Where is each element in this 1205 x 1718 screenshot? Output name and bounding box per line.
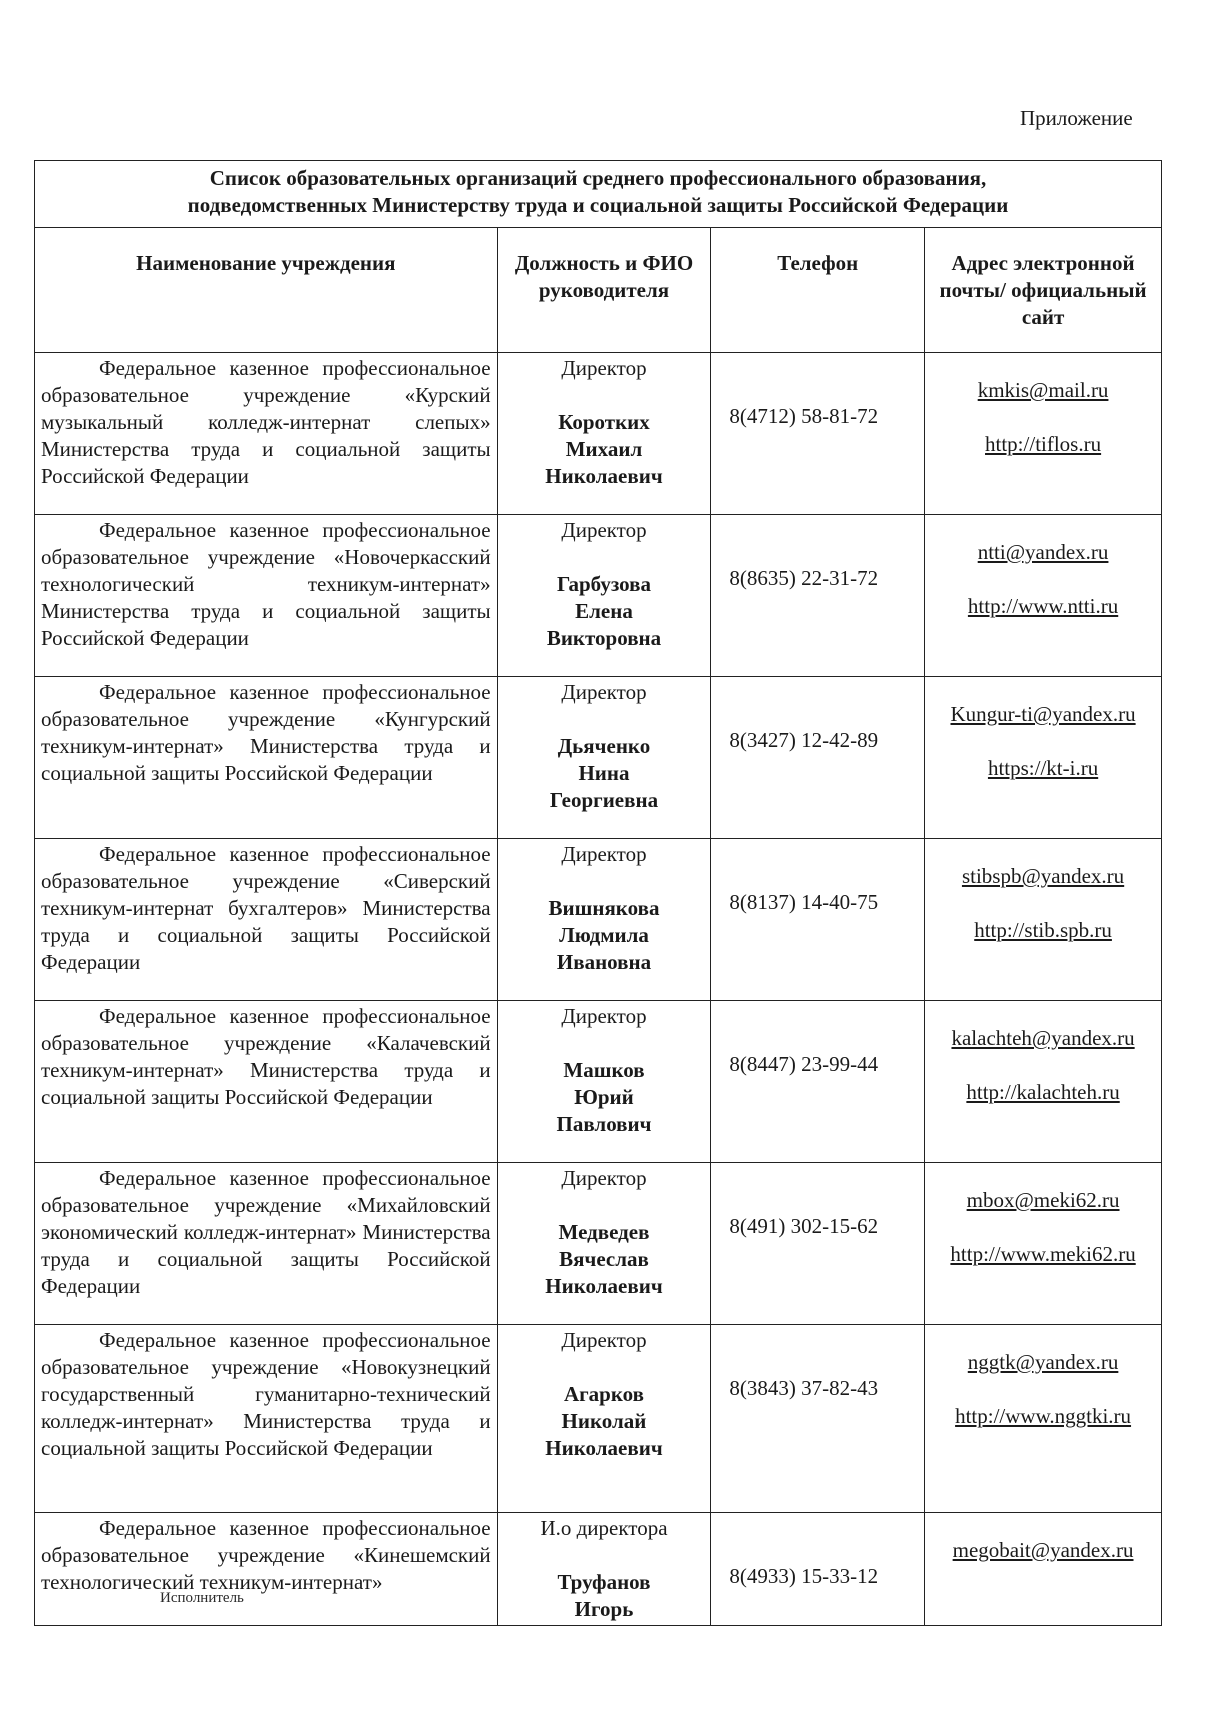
table-row: [35, 1163, 1162, 1325]
head-name-part: Агарков: [563, 1382, 644, 1406]
table-row: [35, 839, 1162, 1001]
head-position: Директор: [561, 1004, 647, 1028]
head-cell: [497, 1001, 711, 1163]
table-row: [35, 515, 1162, 677]
head-name-part: Николаевич: [545, 464, 663, 488]
head-name-part: Машков: [563, 1058, 645, 1082]
head-full-name: [504, 1569, 705, 1623]
head-position: Директор: [561, 1166, 647, 1190]
table-row: [35, 1513, 1162, 1626]
header-row: [35, 228, 1162, 353]
institution-name: [35, 839, 498, 1001]
head-name-part: Медведев: [558, 1220, 650, 1244]
head-name-part: Николаевич: [545, 1274, 663, 1298]
contact-cell: [925, 1513, 1162, 1626]
institution-name-text: Федеральное казенное профессиональное образовательное учреждение «Курский музыкальный колледж-интернат слепых» Министерства труда и социальной защиты Российской Федерации: [41, 356, 491, 488]
website-link[interactable]: http://www.meki62.ru: [950, 1242, 1136, 1266]
table-row: [35, 353, 1162, 515]
contact-cell: [925, 677, 1162, 839]
institution-name: [35, 353, 498, 515]
head-name-part: Людмила: [559, 923, 649, 947]
institution-name-text: Федеральное казенное профессиональное образовательное учреждение «Михайловский экономический колледж-интернат» Министерства труда и социальной защиты Российской Федерации: [41, 1166, 491, 1298]
table-row: [35, 677, 1162, 839]
website-link[interactable]: http://tiflos.ru: [985, 432, 1102, 456]
head-name-part: Георгиевна: [549, 788, 659, 812]
table-row: [35, 1001, 1162, 1163]
head-full-name: [504, 571, 705, 652]
contact-cell: [925, 1001, 1162, 1163]
head-name-part: Михаил: [565, 437, 643, 461]
head-full-name: [504, 1057, 705, 1138]
organizations-table: [34, 160, 1162, 1626]
head-cell: [497, 1325, 711, 1513]
column-header-name: Наименование учреждения: [35, 228, 498, 353]
table-body: [35, 353, 1162, 1626]
head-full-name: [504, 733, 705, 814]
website-link[interactable]: http://kalachteh.ru: [966, 1080, 1120, 1104]
contact-cell: [925, 515, 1162, 677]
phone-number: 8(8447) 23-99-44: [711, 1001, 925, 1163]
website-link[interactable]: http://www.nggtki.ru: [955, 1404, 1132, 1428]
table-row: [35, 1325, 1162, 1513]
head-full-name: [504, 1219, 705, 1300]
column-header-phone: Телефон: [711, 228, 925, 353]
email-link[interactable]: stibspb@yandex.ru: [961, 864, 1125, 888]
email-link[interactable]: ntti@yandex.ru: [977, 540, 1109, 564]
institution-name-text: Федеральное казенное профессиональное образовательное учреждение «Сиверский техникум-интернат бухгалтеров» Министерства труда и социальной защиты Российской Федерации: [41, 842, 491, 974]
head-cell: [497, 1163, 711, 1325]
head-name-part: Гарбузова: [556, 572, 651, 596]
contact-cell: [925, 1325, 1162, 1513]
institution-name: [35, 1513, 498, 1626]
institution-name-text: Федеральное казенное профессиональное образовательное учреждение «Кунгурский техникум-интернат» Министерства труда и социальной защиты Российской Федерации: [41, 680, 491, 785]
head-cell: [497, 353, 711, 515]
head-position: И.о директора: [540, 1516, 668, 1540]
head-name-part: Николай: [561, 1409, 647, 1433]
executor-label: Исполнитель: [160, 1590, 244, 1606]
caption-line-2: подведомственных Министерству труда и социальной защиты Российской Федерации: [187, 193, 1009, 217]
email-link[interactable]: nggtk@yandex.ru: [967, 1350, 1119, 1374]
table-caption: [35, 161, 1162, 228]
phone-number: 8(491) 302-15-62: [711, 1163, 925, 1325]
head-name-part: Ивановна: [556, 950, 652, 974]
head-name-part: Павлович: [556, 1112, 652, 1136]
head-name-part: Вишнякова: [548, 896, 660, 920]
table-caption-row: [35, 161, 1162, 228]
website-link[interactable]: http://www.ntti.ru: [967, 594, 1119, 618]
head-cell: [497, 515, 711, 677]
organizations-table-container: [34, 160, 1162, 1626]
head-position: Директор: [561, 518, 647, 542]
head-name-part: Труфанов: [557, 1570, 651, 1594]
head-full-name: [504, 409, 705, 490]
head-name-part: Вячеслав: [559, 1247, 649, 1271]
head-name-part: Елена: [575, 599, 633, 623]
institution-name: [35, 1163, 498, 1325]
institution-name-text: Федеральное казенное профессиональное образовательное учреждение «Новочеркасский технологический техникум-интернат» Министерства труда и социальной защиты Российской Федерации: [41, 518, 491, 650]
head-full-name: [504, 1381, 705, 1462]
phone-number: 8(3427) 12-42-89: [711, 677, 925, 839]
caption-line-1: Список образовательных организаций среднего профессионального образования,: [209, 166, 987, 190]
institution-name-text: Федеральное казенное профессиональное образовательное учреждение «Кинешемский технологический техникум-интернат»: [41, 1516, 491, 1594]
head-cell: [497, 1513, 711, 1626]
head-name-part: Юрий: [574, 1085, 634, 1109]
phone-number: 8(4933) 15-33-12: [711, 1513, 925, 1626]
contact-cell: [925, 839, 1162, 1001]
head-position: Директор: [561, 1328, 647, 1352]
email-link[interactable]: mbox@meki62.ru: [966, 1188, 1120, 1212]
phone-number: 8(8137) 14-40-75: [711, 839, 925, 1001]
head-name-part: Нина: [578, 761, 630, 785]
institution-name: [35, 1001, 498, 1163]
website-link[interactable]: http://stib.spb.ru: [974, 918, 1112, 942]
email-link[interactable]: Kungur-ti@yandex.ru: [950, 702, 1136, 726]
institution-name-text: Федеральное казенное профессиональное образовательное учреждение «Калачевский техникум-интернат» Министерства труда и социальной защиты Российской Федерации: [41, 1004, 491, 1109]
website-link[interactable]: https://kt-i.ru: [987, 756, 1099, 780]
head-position: Директор: [561, 356, 647, 380]
phone-number: 8(3843) 37-82-43: [711, 1325, 925, 1513]
phone-number: 8(8635) 22-31-72: [711, 515, 925, 677]
head-cell: [497, 839, 711, 1001]
institution-name: [35, 515, 498, 677]
head-name-part: Викторовна: [546, 626, 662, 650]
head-position: Директор: [561, 680, 647, 704]
institution-name: [35, 677, 498, 839]
head-position: Директор: [561, 842, 647, 866]
institution-name: [35, 1325, 498, 1513]
contact-cell: [925, 1163, 1162, 1325]
head-name-part: Игорь: [574, 1597, 634, 1621]
head-name-part: Коротких: [558, 410, 650, 434]
email-link[interactable]: kalachteh@yandex.ru: [951, 1026, 1135, 1050]
head-full-name: [504, 895, 705, 976]
head-cell: [497, 677, 711, 839]
institution-name-text: Федеральное казенное профессиональное образовательное учреждение «Новокузнецкий государственный гуманитарно-технический колледж-интернат» Министерства труда и социальной защиты Российской Федерации: [41, 1328, 491, 1460]
email-link[interactable]: megobait@yandex.ru: [952, 1538, 1134, 1562]
head-name-part: Николаевич: [545, 1436, 663, 1460]
head-name-part: Дьяченко: [557, 734, 651, 758]
column-header-head: Должность и ФИО руководителя: [497, 228, 711, 353]
column-header-contact: Адрес электронной почты/ официальный сайт: [925, 228, 1162, 353]
appendix-label: Приложение: [1020, 106, 1133, 130]
contact-cell: [925, 353, 1162, 515]
email-link[interactable]: kmkis@mail.ru: [977, 378, 1109, 402]
phone-number: 8(4712) 58-81-72: [711, 353, 925, 515]
